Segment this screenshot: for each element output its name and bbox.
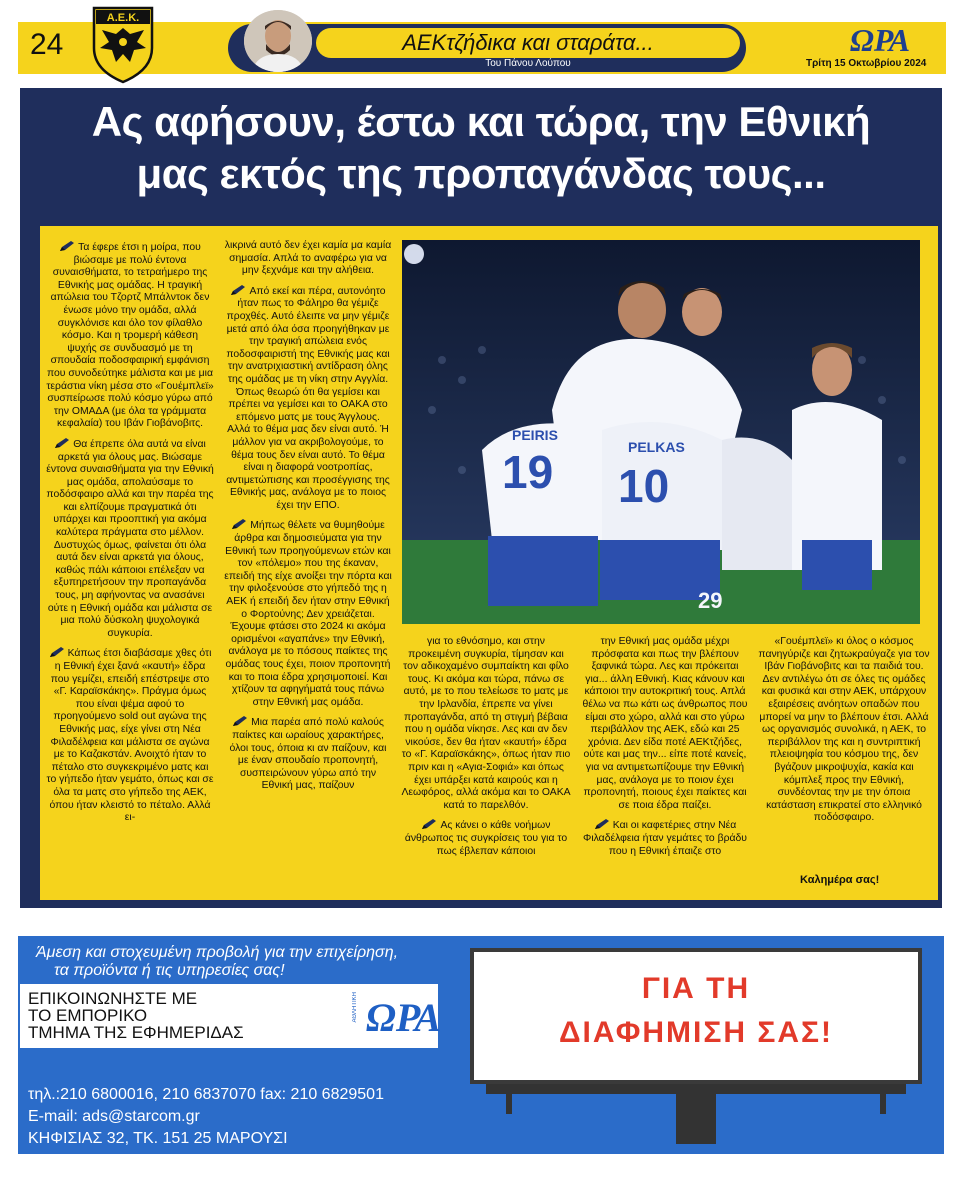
sign-off: Καλημέρα σας! [800,874,880,886]
paragraph-text: Ας κάνει ο κάθε νοήμων άνθρωπος τις συγκρίσεις του για το πως έβλεπαν κάποιοι [404,820,568,857]
article-column-2 [224,240,392,799]
paragraph [758,636,930,825]
ad-contact-line: ΤΜΗΜΑ ΤΗΣ ΕΦΗΜΕΡΙΔΑΣ [28,1023,244,1042]
aek-crest-icon [90,4,156,84]
paragraph-text: Και οι καφετέριες στην Νέα Φιλαδέλφεια ήταν γεμάτες το βράδυ που η Εθνική έπαιζε στο [583,820,747,857]
billboard-line-1: ΓΙΑ ΤΗ [641,972,751,1005]
paragraph-text: Μήπως θέλετε να θυμηθούμε άρθρα και δημοσιεύματα για την Εθνική των προηγούμενων ετών και τον «πόλεμο» που της έκαναν, επειδή της είχε ανοίξει την πόρτα και την φιλοξενούσε στο γήπεδό της η ΑΕΚ ή επειδή δεν ήταν στην Εθνική ο Φορτούνης; Δεν χρειάζεται. Έχουμε φτάσει στο 2024 κι ακόμα ορισμένοι «αγαπάνε» την Εθνική, ανάλογα με το πόσους παίκτες της ομάδας τους έχει, ποιον προπονητή και το ποια έδρα χρησιμοποιεί. Και χτίζουν τα αφηγήματά τους πάνω στην Εθνική μας ομάδα. [224,520,392,708]
jersey-name-1: PEIRIS [512,427,558,443]
paragraph [400,636,572,812]
jersey-number-2: 10 [618,460,670,512]
paragraph-text: Από εκεί και πέρα, αυτονόητο ήταν πως το Φάληρο θα γέμιζε προχθές. Αυτό έλειπε να μην γέμιζε μετά από όλα όσα προηγήθηκαν με την τραγική απώλεια ενός ποδοσφαιριστή της Εθνικής μας και την ανατριχιαστική αντίδραση όλης της ομάδας με τη νίκη στην Αγγλία. Όπως θεωρώ ότι θα γεμίσει και πρέπει να γεμίσει και το ΟΑΚΑ στο επόμενο ματς με τους Άγγλους. Αλλά το θέμα μας δεν είναι αυτό. Ή μάλλον για να ακριβολογούμε, το θέμα τους δεν είναι αυτό. Το θέμα είναι η διαφορά νοοτροπίας, αντιμετώπισης και προσέγγισης της Εθνικής μας, ανάλογα με το ποιος έχει την ΕΠΟ. [226,285,390,511]
pen-icon [231,518,247,530]
paragraph [580,636,750,812]
billboard-line-2: ΔΙΑΦΗΜΙΣΗ ΣΑΣ! [558,1016,834,1049]
column-title: ΑΕΚτζήδικα και σταράτα... [316,28,740,58]
headline-line-2: μας εκτός της προπαγάνδας τους... [136,150,826,197]
ad-logo-small: ΑΘΛΗΤΙΚΗ [352,992,358,1023]
ad-email: E-mail: ads@starcom.gr [28,1108,200,1125]
pen-icon [421,818,437,830]
paragraph-text: την Εθνική μας ομάδα μέχρι πρόσφατα και πως την βλέπουν ξαφνικά τώρα. Λες και πρόκειται για... άλλη Εθνική. Κιας κάνουν και κάποιοι την αυτοκριτική τους. Απλά θέλω να πω κάτι ως άνθρωπος που είμαι στο χώρο, αλλά και στο γύρω περιβάλλον της ΑΕΚ, εδώ και 25 χρόνια. Δεν είδα ποτέ ΑΕΚτζήδες, ούτε και μας την... είπε ποτέ κανείς, για να αντιμετωπίζουμε την Εθνική μας, ανάλογα με το ποιον έχει προπονητή, ποιους έχει παίκτες και σε ποια έδρα παίζει. [582,636,748,811]
paragraph [46,646,214,824]
paragraph-text: Κάπως έτσι διαβάσαμε χθες ότι η Εθνική έχει ξανά «καυτή» έδρα που γεμίζει, επειδή επέστρεψε στο «Γ. Καραϊσκάκης». Πράγμα όμως που είναι ψέμα αφού το προηγούμενο sold out αγώνα της Εθνικής μας, είχε γίνει στη Νέα Φιλαδέλφεια και μάλιστα σε αγώνα με το Καζακστάν. Ανοιχτό ήταν το πέταλο στο συγκεκριμένο ματς και το γήπεδο ήταν γεμάτο, όπως και σε όλα τα ματς στο γήπεδο της ΑΕΚ, όπου ήταν κλειστό το πέταλο. Αλλά ει- [46,648,214,824]
article-column-3 [400,636,572,864]
pen-icon [594,818,610,830]
ad-newspaper-logo: ΩΡΑ [366,995,442,1040]
paragraph [224,518,392,709]
paragraph [224,284,392,513]
ad-contact-text [28,990,244,1041]
paragraph [46,437,214,641]
paragraph [400,818,572,858]
ad-phone: τηλ.:210 6800016, 210 6837070 fax: 210 6829501 [28,1086,384,1103]
headline [20,96,942,200]
pen-icon [59,240,75,252]
author-photo [244,10,312,72]
ad-tagline-2: τα προϊόντα ή τις υπηρεσίες σας! [54,962,285,979]
ad-contact-line: ΕΠΙΚΟΙΝΩΝΗΣΤΕ ΜΕ [28,989,198,1008]
pen-icon [54,437,70,449]
article-column-1 [46,240,214,831]
paragraph-text: Μια παρέα από πολύ καλούς παίκτες και ωραίους χαρακτήρες, όλοι τους, όποια κι αν παίζουν, και με έναν σπουδαίο προπονητή, συσπειρώνουν γύρω από την Εθνική μας, παίζουν [229,717,387,792]
paragraph [46,240,214,431]
crest-letters: Α.Ε.Κ. [106,12,140,24]
paragraph [224,240,392,278]
paragraph-text: «Γουέμπλεϊ» κι όλος ο κόσμος πανηγύριζε και ζητωκραύγαζε για τον Ιβάν Γιοβάνοβιτς και τα παιδιά του. Δεν αντιλέγω ότι σε όλες τις ομάδες και φυσικά και στην ΑΕΚ, υπάρχουν εξαιρέσεις ανόητων οπαδών που μπορεί να μην το βλέπουν έτσι. Αλλά ως οργανισμός συνολικά, η ΑΕΚ, το περιβάλλον της και η συντριπτική πλειοψηφία του κόσμου της, δεν βγάζουν μικροψυχία, κακία και κόμπλεξ προς την Εθνική, συνδέοντας την με την όποια κατάσταση επικρατεί στο ελληνικό ποδόσφαιρο. [758,636,930,824]
jersey-number-3: 29 [698,588,723,613]
paragraph [580,818,750,858]
team-celebration-photo [402,240,920,624]
jersey-number-1: 19 [502,446,554,498]
newspaper-logo: ΩΡΑ [850,22,911,58]
jersey-name-2: PELKAS [628,439,685,455]
issue-date: Τρίτη 15 Οκτωβρίου 2024 [806,58,927,69]
paragraph [224,715,392,793]
page-number: 24 [30,28,64,61]
pen-icon [232,715,248,727]
ad-address: ΚΗΦΙΣΙΑΣ 32, ΤΚ. 151 25 ΜΑΡΟΥΣΙ [28,1130,288,1147]
column-author: Του Πάνου Λούπου [485,58,571,69]
ad-contact-line: ΤΟ ΕΜΠΟΡΙΚΟ [28,1006,148,1025]
paragraph-text: Θα έπρεπε όλα αυτά να είναι αρκετά για όλους μας. Βιώσαμε έντονα συναισθήματα για την Εθνική μας ομάδα, απολαύσαμε το ποδόσφαιρο αλλά και την παρέα της και ελπίζουμε πραγματικά ότι υπάρχει και προοπτική για ακόμα καλύτερα πράγματα στο μέλλον. Δυστυχώς όμως, φαίνεται ότι όλα αυτά δεν είναι αρκετά για όλους, καθώς πάλι κάποιοι επέλεξαν να εξυπηρετήσουν την προπαγάνδα τους, μη αφήνοντας να ανασάνει ούτε η Εθνική ομάδα και μάλιστα σε μια πολύ δύσκολη ψυχολογικά συγκυρία. [46,438,214,639]
paragraph-text: Τα έφερε έτσι η μοίρα, που βιώσαμε με πολύ έντονα συναισθήματα, το τετραήμερο της Εθνικής μας ομάδας. Η τραγική απώλεια του Τζορτζ Μπάλντοκ δεν ένωσε μόνο την ομάδα, αλλά συγκλόνισε και όλο τον φίλαθλο κόσμο. Και η τρομερή κάθεση ψυχής σε συνδυασμό με τη σπουδαία ποδοσφαιρική εμφάνιση που συνοδεύτηκε μάλιστα και με μια τεράστια νίκη μέσα στο «Γουέμπλεϊ» συσπείρωσε πολύ κόσμο γύρω από την ΟΜΑΔΑ (με όλα τα γράμματα κεφαλαία) του Ιβάν Γιοβάνοβιτς. [46,242,214,430]
pen-icon [49,646,65,658]
pen-icon [230,284,246,296]
paragraph-text: λικρινά αυτό δεν έχει καμία μα καμία σημασία. Απλά το αναφέρω για να μην ξεχνάμε και την αλήθεια. [224,240,392,277]
paragraph-text: για το εθνόσημο, και στην προκειμένη συγκυρία, τίμησαν και τον αδικοχαμένο συμπαίκτη και φίλο τους. Κι ακόμα και τώρα, πάνω σε αυτό, με το που τελείωσε το ματς με την Ιρλανδία, έπρεπε να γίνει προπαγάνδα, από τη στιγμή βέβαια που η ομάδα νίκησε. Λες και αν δεν νικούσε, δεν θα ήταν «καυτή» έδρα το «Γ. Καραϊσκάκης», όπως ήταν πιο πριν και η «Αγια-Σοφιά» και όπως έχει υπάρξει κατά καιρούς και η Λεωφόρος, αλλά ακόμα και το ΟΑΚΑ κατά το παρελθόν. [401,636,571,811]
article-column-4 [580,636,750,864]
article-column-5 [758,636,930,831]
ad-tagline-1: Άμεση και στοχευμένη προβολή για την επιχείρηση, [36,944,399,961]
headline-line-1: Ας αφήσουν, έστω και τώρα, την Εθνική [91,98,871,145]
